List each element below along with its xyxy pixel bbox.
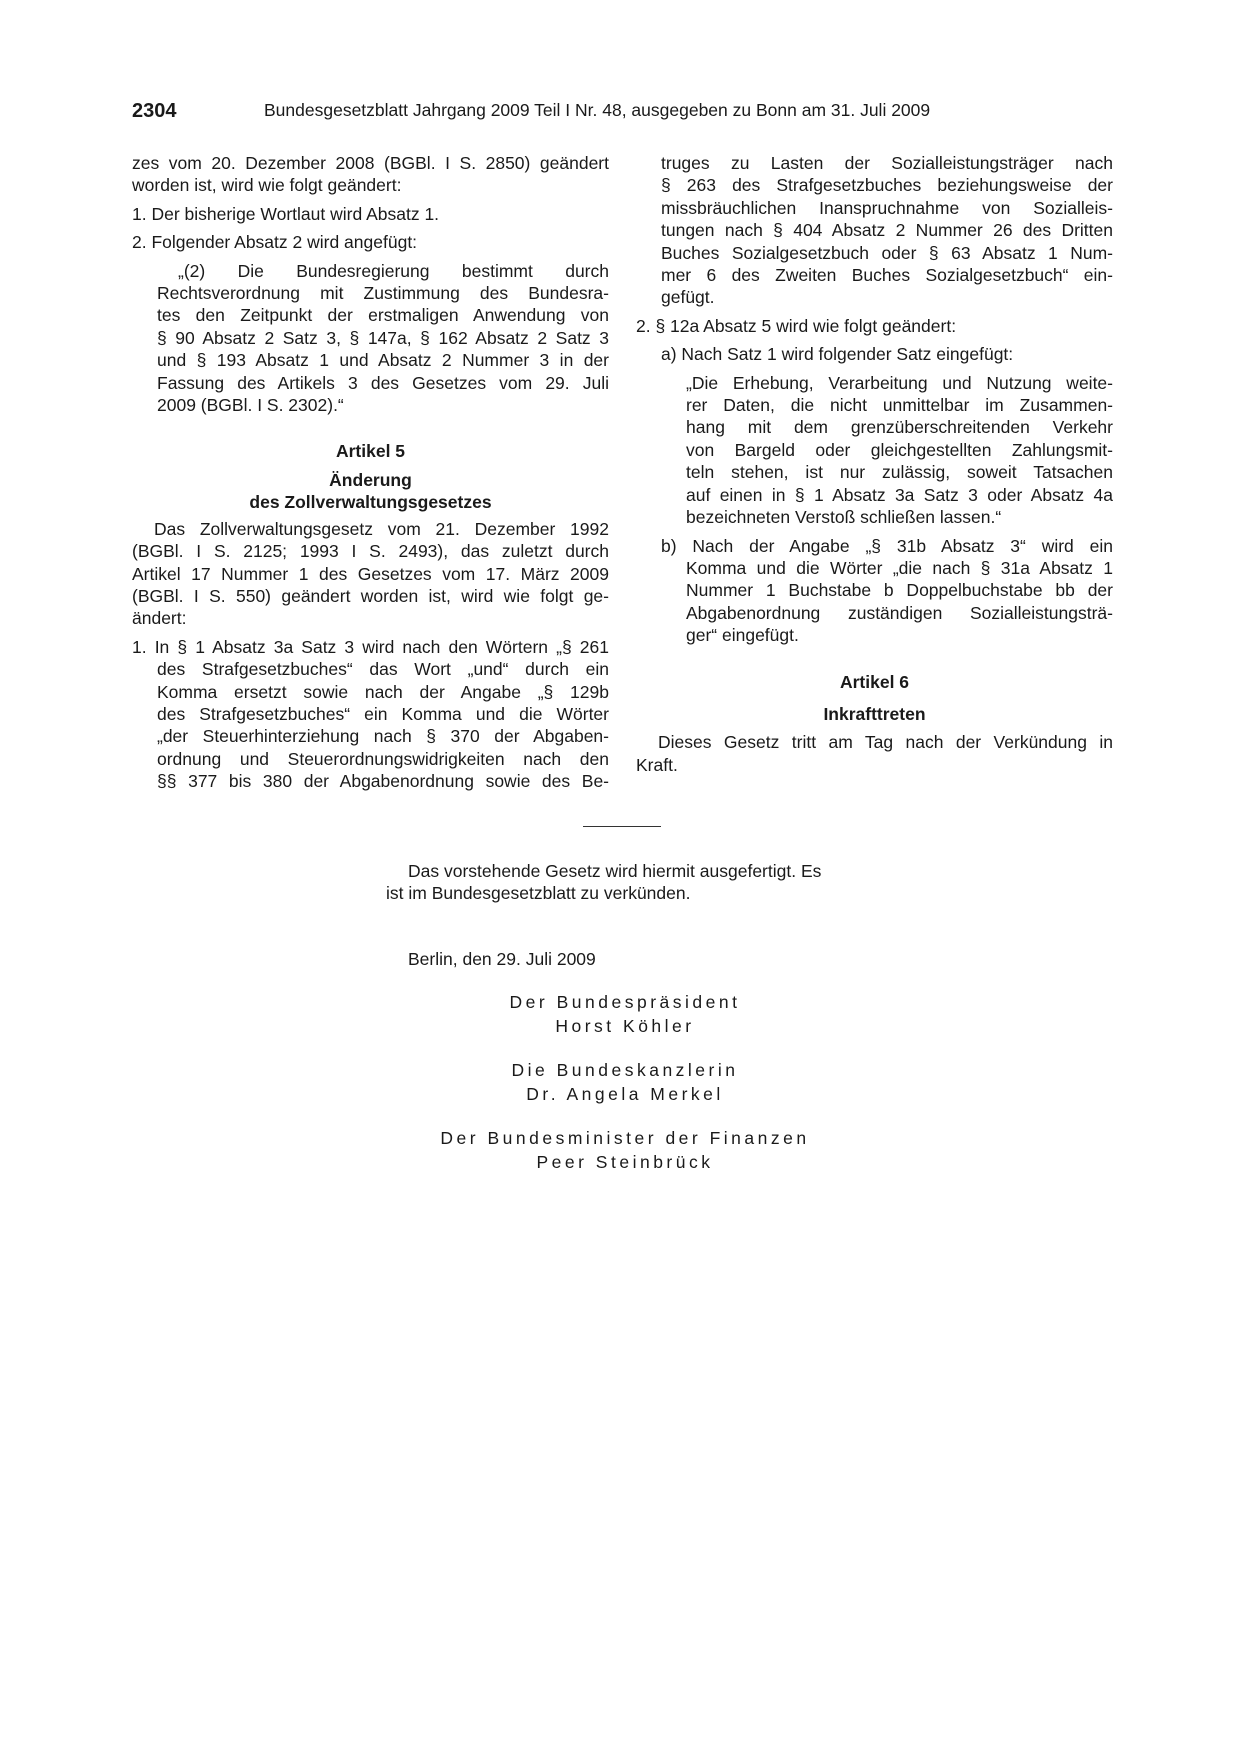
- item-line: §§ 377 bis 380 der Abgabenordnung sowie des Be-: [157, 771, 609, 792]
- quote-line: „Die Erhebung, Verarbeitung und Nutzung weite-: [686, 372, 1113, 393]
- paragraph-line: (BGBl. I S. 550) geändert worden ist, wird wie folgt ge-: [132, 585, 609, 606]
- left-column: [132, 152, 609, 793]
- signatory: [400, 1126, 850, 1174]
- item-line: Nummer 1 Buchstabe b Doppelbuchstabe bb der: [686, 580, 1113, 601]
- quote-line: rer Daten, die nicht unmittelbar im Zusammen-: [686, 395, 1113, 416]
- quote-line: teln stehen, ist nur zulässig, soweit Tatsachen: [686, 462, 1113, 483]
- list-item: 1. Der bisherige Wortlaut wird Absatz 1.: [132, 203, 440, 224]
- signatory-role: Der Bundespräsident: [509, 992, 741, 1012]
- paragraph-line: Kraft.: [636, 754, 678, 775]
- quote-block: [132, 260, 609, 417]
- sub-item: [636, 535, 1113, 647]
- paragraph-line: Dieses Gesetz tritt am Tag nach der Verkündung in: [658, 732, 1113, 753]
- closing-line: ist im Bundesgesetzblatt zu verkünden.: [386, 883, 691, 904]
- article-title: Änderung: [329, 469, 412, 490]
- item-line: ger“ eingefügt.: [686, 625, 799, 646]
- page-header: [132, 100, 1112, 126]
- quote-line: Fassung des Artikels 3 des Gesetzes vom 29. Juli: [157, 372, 609, 393]
- item-line: truges zu Lasten der Sozialleistungsträger nach: [661, 153, 1113, 173]
- intro-line: zes vom 20. Dezember 2008 (BGBl. I S. 2850) geändert: [132, 153, 609, 173]
- signatory-role: Die Bundeskanzlerin: [511, 1060, 739, 1080]
- article-number: Artikel 5: [335, 441, 406, 462]
- quote-line: 2009 (BGBl. I S. 2302).“: [157, 395, 344, 416]
- item-line: Komma und die Wörter „die nach § 31a Absatz 1: [686, 557, 1113, 578]
- article-paragraph: [132, 518, 609, 630]
- signatory: [400, 1058, 850, 1106]
- quote-line: auf einen in § 1 Absatz 3a Satz 3 oder Absatz 4a: [686, 484, 1113, 505]
- quote-line: hang mit dem grenzüberschreitenden Verkehr: [686, 417, 1113, 438]
- item-line: „der Steuerhinterziehung nach § 370 der Abgaben-: [157, 726, 609, 747]
- continued-item: [636, 152, 1113, 309]
- paragraph-line: ändert:: [132, 608, 187, 629]
- signatory-name: Dr. Angela Merkel: [526, 1084, 724, 1104]
- signatory-name: Peer Steinbrück: [536, 1152, 714, 1172]
- quote-line: tes den Zeitpunkt der erstmaligen Anwendung von: [157, 305, 609, 326]
- paragraph-line: Artikel 17 Nummer 1 des Gesetzes vom 17. März 2009: [132, 563, 609, 584]
- separator-rule: [583, 826, 661, 827]
- quote-line: bezeichneten Verstoß schließen lassen.“: [686, 507, 1002, 528]
- signatory: [400, 990, 850, 1038]
- article-paragraph: [636, 731, 1113, 776]
- item-line: tungen nach § 404 Absatz 2 Nummer 26 des Dritten: [661, 220, 1113, 241]
- closing-line: Das vorstehende Gesetz wird hiermit ausgefertigt. Es: [408, 861, 822, 881]
- closing-formula: [386, 860, 866, 905]
- item-line: 1. In § 1 Absatz 3a Satz 3 wird nach den Wörtern „§ 261: [132, 636, 609, 657]
- quote-line: § 90 Absatz 2 Satz 3, § 147a, § 162 Absatz 2 Satz 3: [157, 327, 609, 348]
- quote-line: „(2) Die Bundesregierung bestimmt durch: [178, 260, 609, 281]
- item-line: § 263 des Strafgesetzbuches beziehungsweise der: [661, 175, 1113, 196]
- place-date-line: Berlin, den 29. Juli 2009: [408, 949, 596, 969]
- place-date: [408, 948, 596, 970]
- item-line: Abgabenordnung zuständigen Sozialleistungsträ-: [686, 602, 1113, 623]
- right-column: [636, 152, 1113, 776]
- header-title: Bundesgesetzblatt Jahrgang 2009 Teil I Nr. 48, ausgegeben zu Bonn am 31. Juli 2009: [264, 100, 931, 120]
- signatory-role: Der Bundesminister der Finanzen: [440, 1128, 810, 1148]
- item-line: Komma ersetzt sowie nach der Angabe „§ 129b: [157, 681, 609, 702]
- paragraph-line: Das Zollverwaltungsgesetz vom 21. Dezember 1992: [154, 518, 609, 539]
- item-line: b) Nach der Angabe „§ 31b Absatz 3“ wird ein: [661, 535, 1113, 556]
- list-item: 2. Folgender Absatz 2 wird angefügt:: [132, 232, 418, 253]
- paragraph-line: (BGBl. I S. 2125; 1993 I S. 2493), das zuletzt durch: [132, 541, 609, 562]
- sub-item: a) Nach Satz 1 wird folgender Satz eingefügt:: [661, 344, 1014, 365]
- article-title: des Zollverwaltungsgesetzes: [249, 492, 492, 513]
- quote-line: Rechtsverordnung mit Zustimmung des Bundesra-: [157, 283, 609, 304]
- signatories: [400, 990, 850, 1174]
- item-line: Buches Sozialgesetzbuch oder § 63 Absatz 1 Num-: [661, 242, 1113, 263]
- article-title: Inkrafttreten: [823, 703, 926, 724]
- quote-line: und § 193 Absatz 1 und Absatz 2 Nummer 3 in der: [157, 350, 609, 371]
- item-line: missbräuchlichen Inanspruchnahme von Sozialleis-: [661, 197, 1113, 218]
- item-line: mer 6 des Zweiten Buches Sozialgesetzbuch“ ein-: [661, 265, 1113, 286]
- item-line: des Strafgesetzbuches“ das Wort „und“ durch ein: [157, 659, 609, 680]
- quote-block: [636, 372, 1113, 529]
- item-line: des Strafgesetzbuches“ ein Komma und die Wörter: [157, 703, 609, 724]
- intro-line: worden ist, wird wie folgt geändert:: [132, 175, 402, 196]
- item-line: gefügt.: [661, 287, 715, 308]
- page-number: 2304: [132, 100, 177, 122]
- quote-line: von Bargeld oder gleichgestellten Zahlungsmit-: [686, 439, 1113, 460]
- article-number: Artikel 6: [839, 671, 910, 692]
- item-line: ordnung und Steuerordnungswidrigkeiten nach den: [157, 748, 609, 769]
- list-item: [132, 636, 609, 793]
- signatory-name: Horst Köhler: [555, 1016, 695, 1036]
- list-item: 2. § 12a Absatz 5 wird wie folgt geändert:: [636, 315, 957, 336]
